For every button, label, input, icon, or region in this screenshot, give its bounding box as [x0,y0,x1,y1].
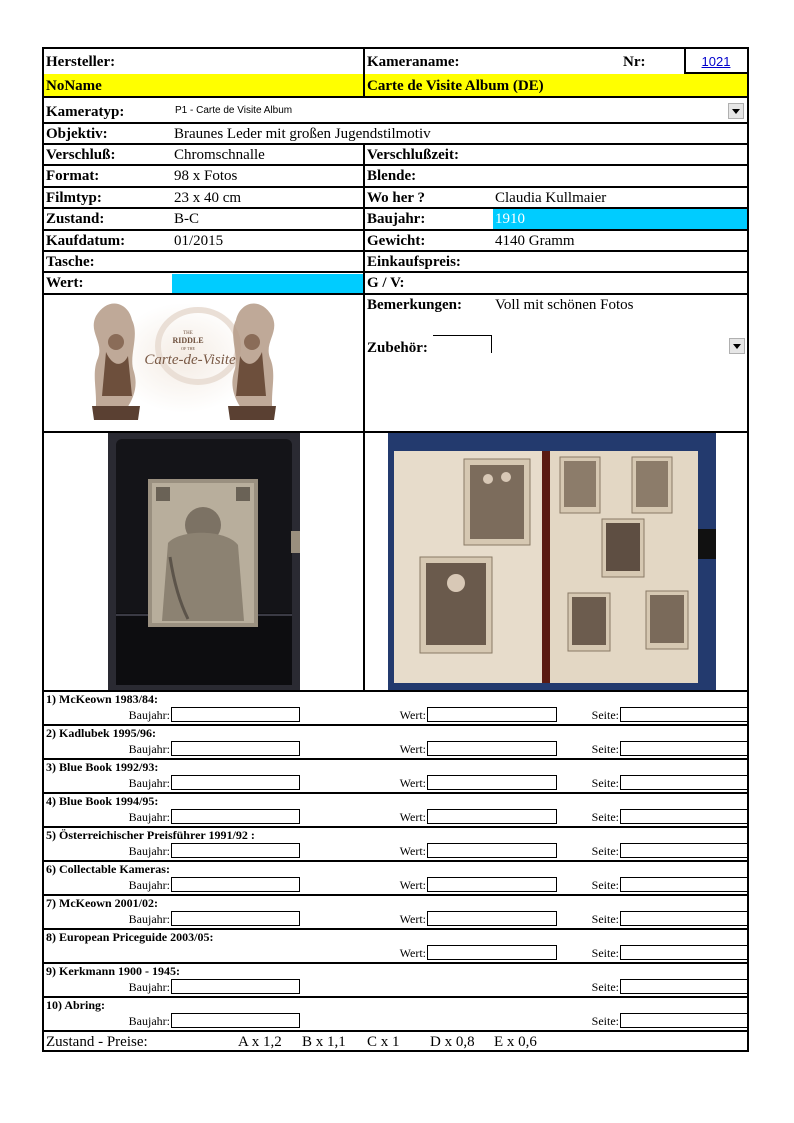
reference-seite-field[interactable] [620,979,748,994]
woher-label: Wo her ? [367,190,426,206]
reference-wert-field[interactable] [427,843,557,858]
reference-seite-field[interactable] [620,741,748,756]
reference-seite-field[interactable] [620,1013,748,1028]
reference-seite-field[interactable] [620,707,748,722]
zubehoer-underline [433,335,491,336]
reference-baujahr-field[interactable] [171,911,300,926]
reference-wert-label: Wert: [399,708,426,722]
reference-wert-label: Wert: [399,912,426,926]
woher-value: Claudia Kullmaier [495,190,607,206]
reference-seite-label: Seite: [591,810,619,824]
wert-label: Wert: [46,275,84,291]
reference-wert-field[interactable] [427,775,557,790]
kaufdatum-label: Kaufdatum: [46,233,126,249]
reference-baujahr-field[interactable] [171,707,300,722]
reference-baujahr-label: Baujahr: [128,776,170,790]
footer-factor: E x 0,6 [494,1034,537,1050]
album-cover-photo [108,433,300,690]
reference-title: 4) Blue Book 1994/95: [46,794,159,808]
filmtyp-label: Filmtyp: [46,190,102,206]
zustand-value: B-C [174,211,200,227]
reference-seite-label: Seite: [591,742,619,756]
reference-seite-label: Seite: [591,946,619,960]
reference-seite-label: Seite: [591,844,619,858]
tasche-label: Tasche: [46,254,95,270]
reference-seite-label: Seite: [591,980,619,994]
reference-seite-label: Seite: [591,912,619,926]
reference-wert-label: Wert: [399,946,426,960]
baujahr-label: Baujahr: [367,211,426,227]
reference-baujahr-label: Baujahr: [128,810,170,824]
reference-title: 6) Collectable Kameras: [46,862,170,876]
kameratyp-label: Kameratyp: [46,104,125,120]
bemerkungen-label: Bemerkungen: [367,297,462,313]
reference-title: 8) European Priceguide 2003/05: [46,930,214,944]
hersteller-label: Hersteller: [46,54,116,70]
kaufdatum-value: 01/2015 [174,233,224,249]
reference-baujahr-field[interactable] [171,877,300,892]
zubehoer-dropdown-icon[interactable] [729,338,745,354]
reference-wert-field[interactable] [427,741,557,756]
verschluss-label: Verschluß: [46,147,116,163]
reference-seite-label: Seite: [591,1014,619,1028]
verschlusszeit-label: Verschlußzeit: [367,147,459,163]
reference-wert-label: Wert: [399,810,426,824]
kameraname-value: Carte de Visite Album (DE) [367,78,544,94]
nr-label: Nr: [623,54,646,70]
wert-highlight [172,274,364,293]
reference-title: 9) Kerkmann 1900 - 1945: [46,964,180,978]
kameratyp-value: P1 - Carte de Visite Album [175,105,293,116]
footer-label: Zustand - Preise: [46,1034,148,1050]
reference-baujahr-field[interactable] [171,775,300,790]
reference-seite-label: Seite: [591,878,619,892]
reference-wert-label: Wert: [399,844,426,858]
reference-baujahr-label: Baujahr: [128,742,170,756]
reference-baujahr-label: Baujahr: [128,878,170,892]
reference-wert-field[interactable] [427,911,557,926]
gv-label: G / V: [367,275,405,291]
reference-seite-field[interactable] [620,843,748,858]
reference-seite-field[interactable] [620,911,748,926]
baujahr-value: 1910 [495,211,525,227]
reference-seite-label: Seite: [591,776,619,790]
einkaufspreis-label: Einkaufspreis: [367,254,461,270]
zustand-label: Zustand: [46,211,105,227]
svg-text:THE: THE [183,331,193,336]
filmtyp-value: 23 x 40 cm [174,190,242,206]
footer-factor: D x 0,8 [430,1034,475,1050]
reference-baujahr-field[interactable] [171,741,300,756]
reference-baujahr-label: Baujahr: [128,912,170,926]
reference-seite-field[interactable] [620,945,748,960]
reference-seite-label: Seite: [591,708,619,722]
svg-text:OF THE: OF THE [181,346,195,351]
reference-title: 10) Abring: [46,998,106,1012]
reference-baujahr-field[interactable] [171,979,300,994]
nr-link[interactable]: 1021 [701,54,731,69]
reference-title: 7) McKeown 2001/02: [46,896,158,910]
footer-factor: C x 1 [367,1034,400,1050]
carte-de-visite-logo [88,296,280,428]
reference-baujahr-field[interactable] [171,809,300,824]
svg-text:Carte-de-Visite: Carte-de-Visite [144,352,236,368]
objektiv-label: Objektiv: [46,126,108,142]
hersteller-value: NoName [46,78,102,94]
reference-baujahr-label: Baujahr: [128,1014,170,1028]
reference-baujahr-field[interactable] [171,843,300,858]
baujahr-highlight [493,209,747,229]
reference-title: 3) Blue Book 1992/93: [46,760,159,774]
zubehoer-label: Zubehör: [367,340,428,356]
gewicht-value: 4140 Gramm [495,233,575,249]
reference-wert-label: Wert: [399,742,426,756]
open-album-photo [388,433,716,690]
zubehoer-divider [491,335,492,353]
reference-title: 2) Kadlubek 1995/96: [46,726,157,740]
reference-wert-field[interactable] [427,877,557,892]
blende-label: Blende: [367,168,417,184]
format-label: Format: [46,168,100,184]
reference-title: 1) McKeown 1983/84: [46,692,158,706]
reference-baujahr-label: Baujahr: [128,844,170,858]
format-value: 98 x Fotos [174,168,238,184]
svg-text:RIDDLE: RIDDLE [172,336,204,345]
reference-seite-field[interactable] [620,775,748,790]
reference-wert-label: Wert: [399,776,426,790]
kameraname-label: Kameraname: [367,54,460,70]
bemerkungen-value: Voll mit schönen Fotos [495,297,634,313]
objektiv-value: Braunes Leder mit großen Jugendstilmotiv [174,126,431,142]
reference-baujahr-label: Baujahr: [128,980,170,994]
reference-baujahr-label: Baujahr: [128,708,170,722]
footer-factor: A x 1,2 [238,1034,282,1050]
reference-wert-label: Wert: [399,878,426,892]
reference-wert-field[interactable] [427,809,557,824]
footer-factor: B x 1,1 [302,1034,346,1050]
verschluss-value: Chromschnalle [174,147,265,163]
reference-title: 5) Österreichischer Preisführer 1991/92 : [46,828,255,842]
kameratyp-dropdown-icon[interactable] [728,103,744,119]
reference-baujahr-field[interactable] [171,1013,300,1028]
reference-seite-field[interactable] [620,877,748,892]
reference-wert-field[interactable] [427,707,557,722]
reference-wert-field[interactable] [427,945,557,960]
gewicht-label: Gewicht: [367,233,426,249]
reference-seite-field[interactable] [620,809,748,824]
